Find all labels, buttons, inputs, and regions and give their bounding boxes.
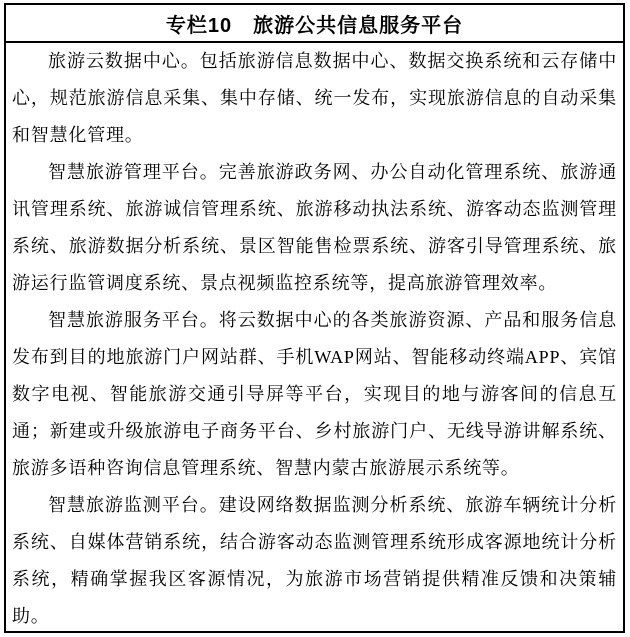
paragraph-cloud-data-center: 旅游云数据中心。包括旅游信息数据中心、数据交换系统和云存储中心，规范旅游信息采集、集中存储、统一发布，实现旅游信息的自动采集和智慧化管理。 <box>12 51 617 145</box>
column-panel <box>4 3 625 633</box>
paragraph-smart-tourism-monitoring-platform: 智慧旅游监测平台。建设网络数据监测分析系统、旅游车辆统计分析系统、自媒体营销系统，结合游客动态监测管理系统形成客源地统计分析系统，精确掌握我区客源情况，为旅游市场营销提供精准反馈和决策辅助。 <box>12 495 617 626</box>
paragraph-smart-tourism-management-platform: 智慧旅游管理平台。完善旅游政务网、办公自动化管理系统、旅游通讯管理系统、旅游诚信管理系统、旅游移动执法系统、游客动态监测管理系统、旅游数据分析系统、景区智能售检票系统、游客引导管理系统、旅游运行监管调度系统、景点视频监控系统等，提高旅游管理效率。 <box>12 162 617 293</box>
panel-body <box>6 43 623 635</box>
paragraph-smart-tourism-service-platform: 智慧旅游服务平台。将云数据中心的各类旅游资源、产品和服务信息发布到目的地旅游门户网站群、手机WAP网站、智能移动终端APP、宾馆数字电视、智能旅游交通引导屏等平台，实现目的地与游客间的信息互通；新建或升级旅游电子商务平台、乡村旅游门户、无线导游讲解系统、旅游多语种咨询信息管理系统、智慧内蒙古旅游展示系统等。 <box>12 310 617 478</box>
panel-title: 专栏10 旅游公共信息服务平台 <box>6 5 623 43</box>
